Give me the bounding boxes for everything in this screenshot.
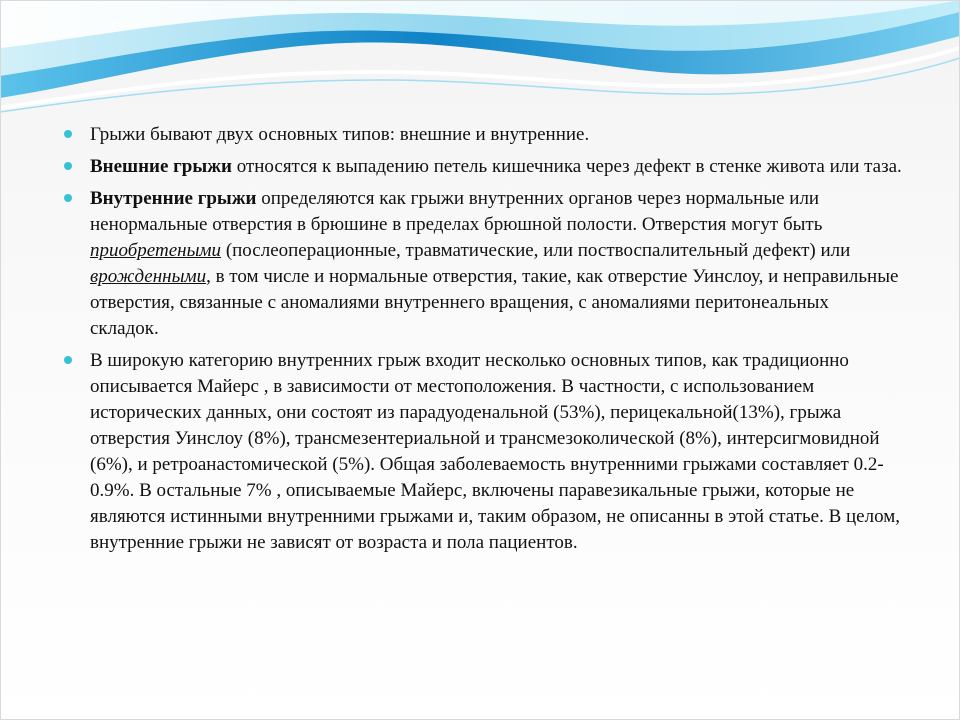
item-text: относятся к выпадению петель кишечника через дефект в стенке живота или таза.	[231, 156, 902, 177]
item-text-a: определяются как грыжи внутренних органов через нормальные или ненормальные отверстия в брюшине в пределах брюшной полости. Отверстия могут быть	[90, 188, 823, 235]
bullet-icon	[64, 162, 72, 170]
bullet-icon	[64, 194, 72, 202]
bullet-list	[62, 122, 902, 556]
item-text-c: , в том числе и нормальные отверстия, такие, как отверстие Уинслоу, и неправильные отверстия, связанные с аномалиями внутреннего вращения, с аномалиями перитонеальных складок.	[90, 266, 899, 339]
main-content	[62, 122, 902, 562]
item-text: В широкую категорию внутренних грыж входит несколько основных типов, как традиционно описывается Майерс , в зависимости от местоположения. В частности, с использованием исторических данных, они состоят из парадуоденальной (53%), перицекальной(13%), грыжа отверстия Уинслоу (8%), трансмезентериальной и трансмезоколической (8%), интерсигмовидной (6%), и ретроанастомической (5%). Общая заболеваемость внутренними грыжами составляет 0.2-0.9%. В остальные 7% , описываемые Майерс, включены паравезикальные грыжи, которые не являются истинными внутренними грыжами и, таким образом, не описанны в этой статье. В целом, внутренние грыжи не зависят от возраста и пола пациентов.	[90, 350, 900, 553]
bullet-icon	[64, 356, 72, 364]
list-item	[62, 348, 902, 556]
congenital-link[interactable]: врожденными	[90, 266, 207, 287]
item-text-b: (послеоперационные, травматические, или поствоспалительный дефект) или	[221, 240, 851, 261]
header-wave-decoration	[0, 0, 960, 120]
list-item	[62, 122, 902, 148]
external-hernia-term: Внешние грыжи	[90, 156, 232, 177]
item-text: Грыжи бывают двух основных типов: внешние и внутренние.	[90, 124, 590, 145]
list-item	[62, 154, 902, 180]
internal-hernia-term: Внутренние грыжи	[90, 188, 257, 209]
acquired-link[interactable]: приобретеными	[90, 240, 222, 261]
list-item	[62, 186, 902, 342]
bullet-icon	[64, 130, 72, 138]
